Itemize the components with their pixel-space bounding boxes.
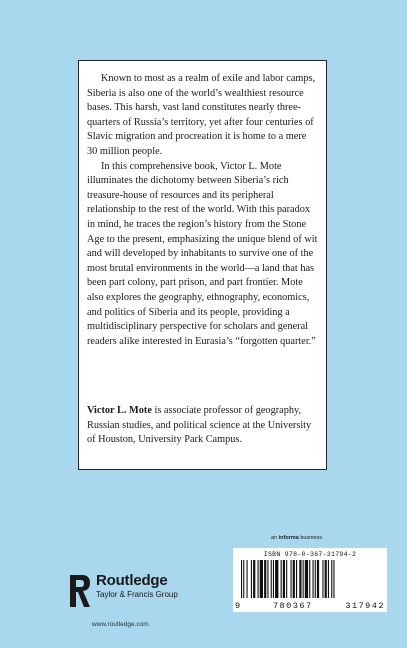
barcode-bar: [283, 560, 285, 598]
isbn-group-1: 780367: [272, 601, 313, 611]
tagline-prefix: an: [271, 535, 279, 541]
blurb-paragraph-1: Known to most as a realm of exile and labor camps, Siberia is also one of the world’s wealthiest resource bases. This harsh, vast land constitutes nearly three-quarters of Russia’s territory, yet after four centuries of Slavic migration and procreation it is home to a mere 30 million people.: [87, 73, 316, 157]
isbn-digits: [235, 601, 385, 611]
publisher-url: www.routledge.com: [92, 621, 149, 628]
barcode-bar: [309, 560, 310, 598]
barcode-bar: [273, 560, 274, 598]
barcode-bar: [325, 560, 327, 598]
barcode-bar: [258, 560, 259, 598]
barcode-bar: [296, 560, 297, 598]
barcode-bar: [281, 560, 282, 598]
author-name: Victor L. Mote: [87, 405, 152, 416]
barcode-bar: [271, 560, 272, 598]
barcode-bar: [331, 560, 332, 598]
publisher-name: Routledge: [96, 572, 168, 589]
barcode-bar: [275, 560, 278, 598]
barcode-bar: [253, 560, 255, 598]
author-bio-text: is associate professor of geography, Russian studies, and political science at the University of Houston, University Park Campus.: [87, 405, 312, 446]
barcode: [233, 548, 387, 612]
barcode-bar: [293, 560, 295, 598]
barcode-bar: [291, 560, 292, 598]
barcode-bar: [251, 560, 252, 598]
isbn-label: ISBN 978-0-367-31794-2: [263, 551, 357, 558]
barcode-bar: [317, 560, 319, 598]
barcode-bar: [299, 560, 301, 598]
tagline-brand: informa: [278, 535, 299, 541]
barcode-bar: [241, 560, 242, 598]
barcode-bar: [264, 560, 266, 598]
informa-tagline: [271, 535, 322, 541]
publisher-group: Taylor & Francis Group: [96, 590, 178, 599]
barcode-bar: [313, 560, 314, 598]
barcode-bar: [260, 560, 263, 598]
barcode-bar: [303, 560, 304, 598]
barcode-bar: [243, 560, 244, 598]
tagline-suffix: business: [298, 535, 323, 541]
publisher-logo: [68, 573, 178, 609]
barcode-bar: [322, 560, 323, 598]
isbn-lead-digit: 9: [235, 601, 241, 611]
routledge-logo-icon: [68, 573, 92, 609]
barcode-bar: [315, 560, 316, 598]
barcode-bar: [305, 560, 308, 598]
blurb-paragraph-2: In this comprehensive book, Victor L. Mote illuminates the dichotomy between Siberia’s rich treasure-house of resources and its peripheral relationship to the rest of the world. With this paradox in mind, he traces the region’s history from the Stone Age to the present, emphasizing the unique blend of wit and will developed by inhabitants to survive one of the most brutal environments in the world—a land that has been part colony, part prison, and part frontier. Mote also explores the geography, ethnography, economics, and politics of Siberia and its people, providing a multidisciplinary perspective for scholars and general readers alike interested in Eurasia’s “forgotten quarter.”: [87, 160, 318, 347]
barcode-bars: [241, 560, 379, 598]
isbn-group-2: 317942: [345, 601, 385, 611]
blurb-text: [87, 72, 319, 349]
author-bio: [87, 404, 319, 448]
barcode-bar: [267, 560, 268, 598]
barcode-bar: [328, 560, 329, 598]
barcode-bar: [247, 560, 248, 598]
barcode-bar: [333, 560, 334, 598]
barcode-bar: [286, 560, 287, 598]
